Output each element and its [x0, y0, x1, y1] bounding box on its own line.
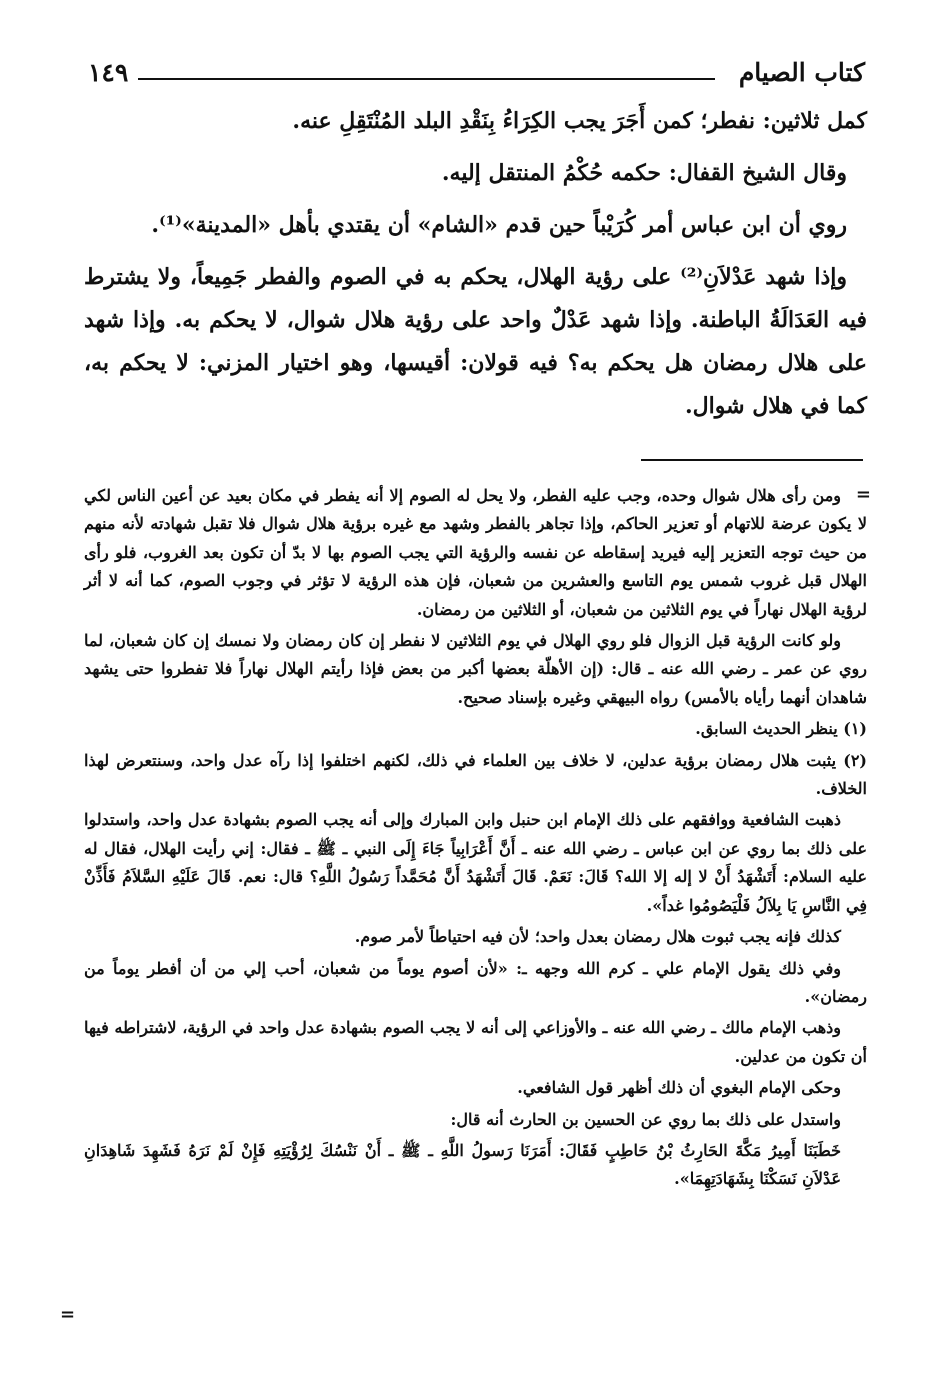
footnotes — [84, 482, 867, 1197]
footnote-continuation-mark: = — [60, 1304, 76, 1325]
footnote-separator — [641, 459, 863, 461]
main-paragraph: روي أن ابن عباس أمر كُرَيْباً حين قدم «الشام» أن يقتدي بأهل «المدينة»⁽¹⁾. — [151, 212, 847, 238]
footnote-2-paragraph: واستدل على ذلك بما روي عن الحسين بن الحارث أنه قال: — [450, 1109, 841, 1129]
footnote-1: (١) ينظر الحديث السابق. — [695, 719, 867, 739]
footnote-2-paragraph: وذهب الإمام مالك ـ رضي الله عنه ـ والأوزاعي إلى أنه لا يجب الصوم بشهادة عدل واحد في الرؤية، لاشتراطه فيها أن تكون من عدلين. — [84, 1018, 867, 1066]
footnote-continuation-mark: = — [855, 484, 871, 505]
main-paragraph: وقال الشيخ القفال: حكمه حُكْمُ المنتقل إليه. — [441, 160, 847, 186]
header-rule — [138, 78, 715, 80]
footnote-2: (٢) يثبت هلال رمضان برؤية عدلين، لا خلاف بين العلماء في ذلك، لكنهم اختلفوا إذا رآه عدل واحد، وسنتعرض لهذا الخلاف. — [84, 750, 867, 799]
footnote-2-paragraph: وحكى الإمام البغوي أن ذلك أظهر قول الشافعي. — [517, 1078, 841, 1098]
footnote-2-paragraph: كذلك فإنه يجب ثبوت هلال رمضان بعدل واحد؛ لأن فيه احتياطاً لأمر صوم. — [354, 927, 841, 947]
page-header — [88, 58, 865, 94]
footnote-carryover: ومن رأى هلال شوال وحده، وجب عليه الفطر، ولا يحل له الصوم إلا أنه يفطر في مكان بعيد عن أعين الناس لكي لا يكون عرضة للاتهام أو تعزير الحاكم، وإذا تجاهر بالفطر وشهد مع غيره برؤية هلال شوال فلا تقبل شهادته لأنه منهم من حيث توجه التعزير إليه فيريد إسقاطه عن نفسه والرؤية التي يجب الصوم بها لا بدّ أن تكون بعد الغروب، فلو رأى الهلال قبل غروب شمس يوم التاسع والعشرين من شعبان، فإن هذه الرؤية لا تؤثر في وجوب الصوم، كما أنه لا أثر لرؤية الهلال نهاراً في يوم الثلاثين من شعبان، أو الثلاثين من رمضان. — [84, 486, 867, 619]
page-number: ١٤٩ — [88, 58, 129, 87]
running-title: كتاب الصيام — [738, 58, 865, 87]
footnote-carryover: ولو كانت الرؤية قبل الزوال فلو روي الهلال في يوم الثلاثين لا نفطر إن كان رمضان ولا نمسك إن كان شعبان، لما روي عن عمر ـ رضي الله عنه ـ قال: (إن الأهلّة بعضها أكبر من بعض فإذا رأيتم الهلال نهاراً فلا تفطروا حتى يشهد شاهدان أنهما رأياه بالأمس) رواه البيهقي وغيره بإسناد صحيح. — [84, 631, 867, 707]
footnote-2-paragraph: ذهبت الشافعية ووافقهم على ذلك الإمام ابن حنبل وابن المبارك وإلى أنه يجب الصوم بشهادة عدل واحد، واستدلوا على ذلك بما روي عن ابن عباس ـ رضي الله عنه ـ أَنَّ أَعْرَابِياً جَاءَ إِلَى النبي ـ ﷺ ـ فقال: إني رأيت الهلال، فقال له عليه السلام: أَتَشْهَدُ أَنْ لا إله إلا الله؟ قَالَ: نَعَمْ. قَالَ أَتَشْهَدُ أَنَّ مُحَمَّداً رَسُولُ اللَّهِ؟ قال: نعم. قَالَ عَلَيْهِ السَّلاَمُ فَأَذِّنْ فِي النَّاسِ يَا بِلاَلُ فَلْيَصُومُوا غداً». — [84, 810, 868, 915]
main-paragraph: كمل ثلاثين: نفطر؛ كمن أَجَرَ يجب الكِرَاءُ بِنَقْدِ البلد المُنْتَقِلِ عنه. — [292, 108, 867, 134]
footnote-2-paragraph: وفي ذلك يقول الإمام علي ـ كرم الله وجهه ـ: «لأن أصوم يوماً من شعبان، أحب إلي من أن أفطر يوماً من رمضان». — [84, 958, 867, 1006]
main-paragraph: وإذا شهد عَدْلاَنِ⁽²⁾ على رؤية الهلال، يحكم به في الصوم والفطر جَمِيعاً، ولا يشترط فيه العَدَالَةُ الباطنة. وإذا شهد عَدْلٌ واحد على رؤية هلال شوال، لا يحكم به. وإذا شهد على هلال رمضان هل يحكم به؟ فيه قولان: أقيسها، وهو اختيار المزني: لا يحكم به، كما في هلال شوال. — [84, 264, 867, 419]
footnote-2-paragraph: خَطَبَنَا أَمِيرُ مَكَّةَ الحَارِثُ بْنُ حَاطِبٍ فَقَالَ: أَمَرَنَا رَسولُ اللَّهِ ـ ﷺ ـ أَنْ نَنْسُكَ لِرُؤْيَتِهِ فَإِنْ لَمْ نَرَهُ فَشَهِدَ شَاهِدَانِ عَدْلاَنِ نَسَكْنَا بِشَهَادَتِهِمَا». — [84, 1140, 842, 1189]
main-text — [84, 100, 867, 437]
